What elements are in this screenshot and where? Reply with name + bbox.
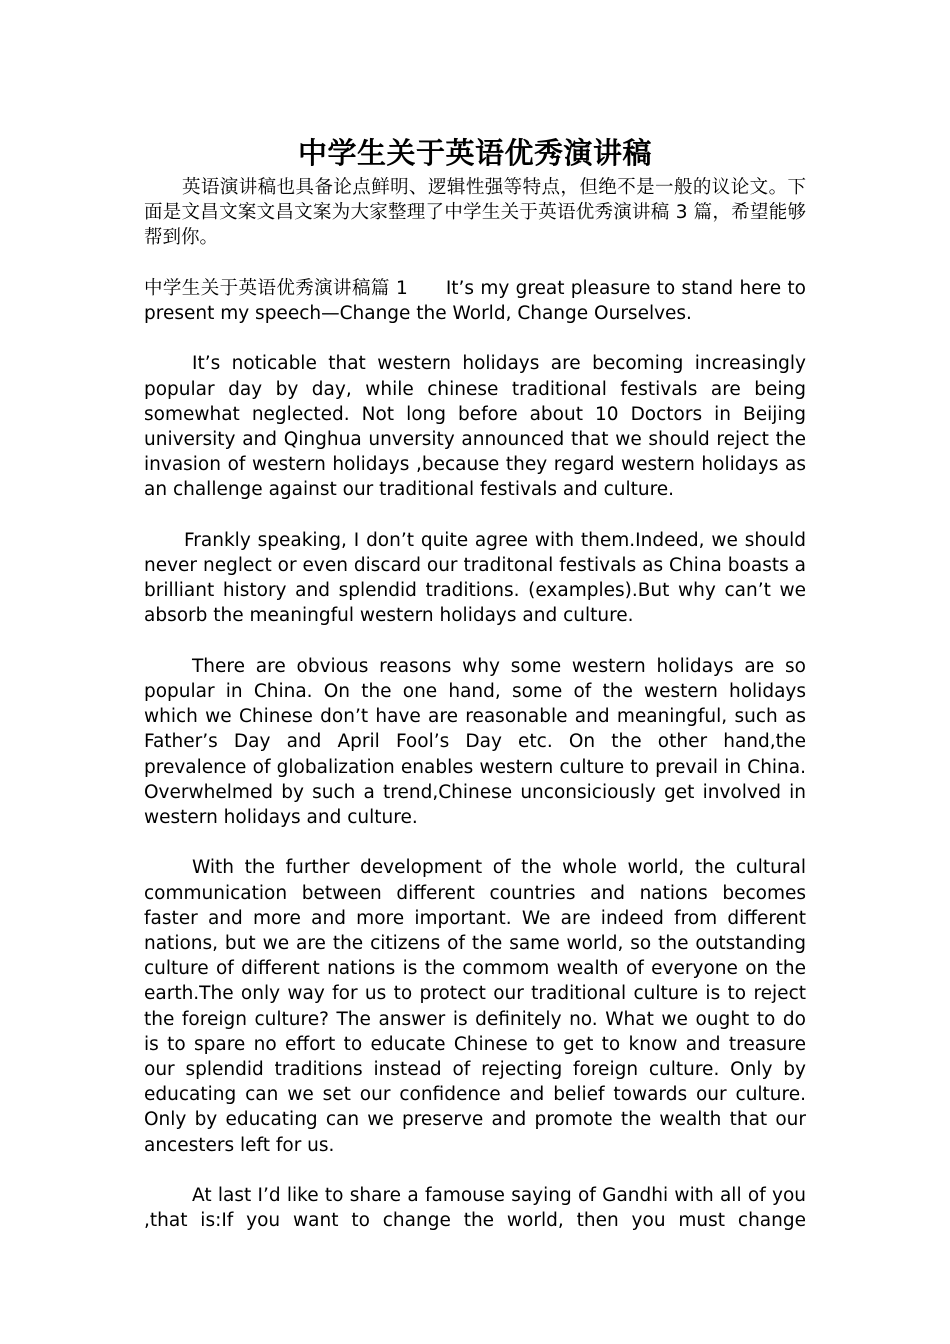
speech-opening-paragraph bbox=[144, 276, 806, 326]
document-title: 中学生关于英语优秀演讲稿 bbox=[297, 136, 652, 170]
body-paragraph-development: With the further development of the whole world, the cultural communication between different countries and nations becomes faster and more and more important. We are indeed from different nations, but we are the citizens of the same world, so the outstanding culture of different nations is the commom wealth of everyone on the earth.The only way for us to protect our traditional culture is to reject the foreign culture? The answer is definitely no. What we ought to do is to spare no effort to educate Chinese to get to know and treasure our splendid traditions instead of rejecting foreign culture. Only by educating can we set our confidence and belief towards our culture. Only by educating can we preserve and promote the wealth that our ancesters left for us. bbox=[144, 857, 806, 1156]
body-paragraph-closing: At last I’d like to share a famouse saying of Gandhi with all of you ,that is:If you want to change the world, then you must change bbox=[144, 1185, 806, 1232]
intro-paragraph: 英语演讲稿也具备论点鲜明、逻辑性强等特点，但绝不是一般的议论文。下面是文昌文案文昌文案为大家整理了中学生关于英语优秀演讲稿 3 篇，希望能够帮到你。 bbox=[144, 177, 806, 249]
opening-sentence: It’s my great pleasure to stand here to present my speech—Change the World, Change Ourselves. bbox=[144, 277, 806, 324]
section-label: 中学生关于英语优秀演讲稿篇 1 bbox=[144, 277, 408, 299]
document-body bbox=[144, 131, 806, 1233]
body-paragraph-western-holidays: It’s noticable that western holidays are becoming increasingly popular day by day, while chinese traditional festivals are being somewhat neglected. Not long before about 10 Doctors in Beijing university and Qinghua unversity announced that we should reject the invasion of western holidays ,because they regard western holidays as an challenge against our traditional festivals and culture. bbox=[144, 353, 806, 501]
body-paragraph-reasons: There are obvious reasons why some western holidays are so popular in China. On the one hand, some of the western holidays which we Chinese don’t have are reasonable and meaningful, such as Father’s Day and April Fool’s Day etc. On the other hand,the prevalence of globalization enables western culture to prevail in China. Overwhelmed by such a trend,Chinese unconsiciously get involved in western holidays and culture. bbox=[144, 655, 806, 829]
body-paragraph-disagree: Frankly speaking, I don’t quite agree with them.Indeed, we should never neglect or even discard our traditonal festivals as China boasts a brilliant history and splendid traditions. (examples).But why can’t we absorb the meaningful western holidays and culture. bbox=[144, 529, 806, 627]
